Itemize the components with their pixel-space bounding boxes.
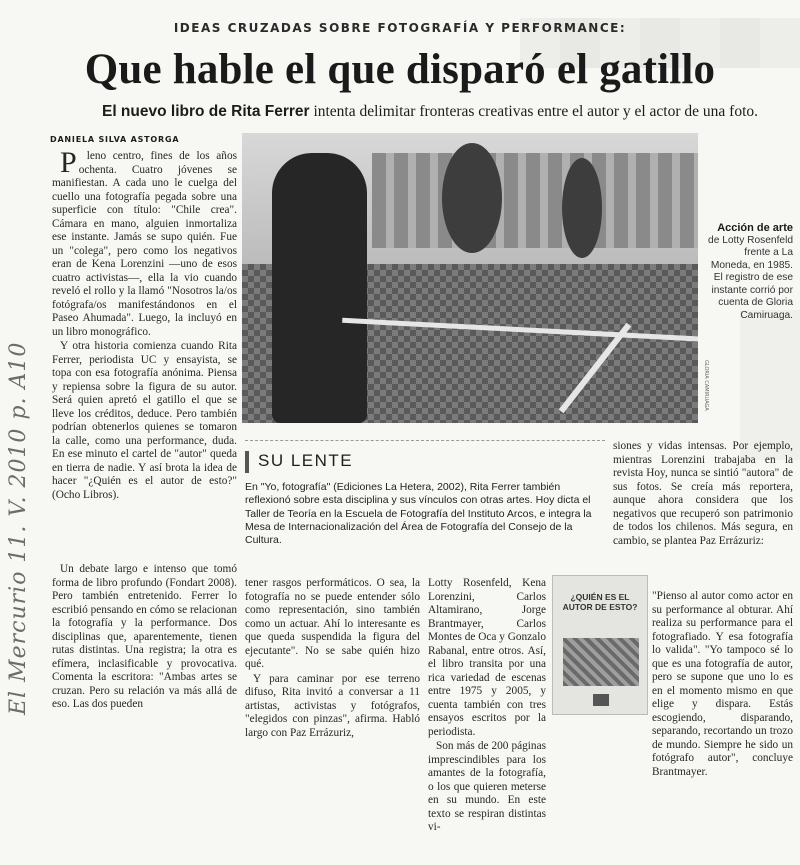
article-column-1 [52, 146, 237, 503]
caption-text: de Lotty Rosenfeld frente a La Moneda, en 1985. El registro de ese instante corrió por cuenta de Gloria Camiruaga. [708, 234, 793, 321]
book-cover-title: ¿QUIÉN ES EL AUTOR DE ESTO? [562, 592, 638, 612]
headline: Que hable el que disparó el gatillo [84, 46, 716, 93]
tree [562, 158, 602, 258]
kicker: IDEAS CRUZADAS SOBRE FOTOGRAFÍA Y PERFORMANCE: [173, 21, 627, 35]
paragraph: Un debate largo e intenso que tomó forma de libro profundo (Fondart 2008). Pero también entretenido. Ferrer lo escribió pensando en cómo se relacionan la fotografía y la performance. Dos disciplinas que, aparentemente, tienen rutas distintas. Una registra; la otra es efímera, inclasificable y provocativa. Comenta la escritora: "Ambas artes se cruzan. Pero su relación va más allá de eso. Las dos pueden [52, 563, 237, 710]
photo-art-action [242, 133, 698, 423]
building [372, 153, 698, 248]
paragraph: Pleno centro, fines de los años ochenta. Cuatro jóvenes se manifiestan. A cada uno le cuelga del cuello una fotografía pegada sobre una superficie con título: "Chile crea". Cámara en mano, alguien inmortaliza ese instante. Jamás se supo quién. Fue un "colega", pero como los negativos eran de Kena Lorenzini —uno de esos cuatro activistas—, ella la vio cuando reveló el rollo y la llamó "Nosotros la/os fotógrafa/os manifestándonos en el Paseo Ahumada". Luego, la incluyó en un libro monográfico. [52, 146, 237, 338]
sidebar-marker [245, 451, 249, 473]
paragraph: Y para caminar por ese terreno difuso, Rita invitó a conversar a 11 artistas, activistas y fotógrafos, "elegidos con pinzas", afirma. Habló largo con Paz Errázuriz, [245, 672, 420, 739]
paragraph: Son más de 200 páginas imprescindibles para los amantes de la fotografía, o los que quieren meterse en su mundo. En este texto se respiran distintas vi- [428, 740, 546, 833]
article-column-3 [428, 577, 546, 836]
article-column-4-bottom [652, 590, 793, 780]
publisher-logo [593, 694, 609, 706]
sidebar-title: SU LENTE [258, 451, 354, 470]
book-cover [552, 575, 648, 715]
paragraph: Lotty Rosenfeld, Kena Lorenzini, Carlos Altamirano, Jorge Brantmayer, Carlos Montes de Oca y Gonzalo Rabanal, entre otros. Así, el libro transita por una rica variedad de escenas entre 1975 y 2005, y cuenta también con tres ensayos escritos por la periodista. [428, 577, 546, 738]
deck-lead: El nuevo libro de Rita Ferrer [101, 103, 310, 120]
paragraph: tener rasgos performáticos. O sea, la fotografía no se puede entender sólo como representación, sino también como un actuar. Ahí lo interesante es que queda suspendida la figura del ejecutante". No se sabe quién hizo qué. [245, 577, 420, 670]
tree [442, 143, 502, 253]
sidebar-text: En "Yo, fotografía" (Ediciones La Hetera, 2002), Rita Ferrer también reflexionó sobre esta disciplina y sus vínculos con otras artes. Hoy dicta el Taller de Teoría en la Escuela de Fotografía del Instituto Arcos, e integra la Mesa de Internacionalización del Área de Fotografía del Consejo de la Cultura. [245, 481, 592, 547]
article-column-1-bottom [52, 563, 237, 713]
paragraph: "Pienso al autor como actor en su performance al obturar. Ahí realiza su performance para el fotografiado. Y esa fotografía lo valida". "Yo tampoco sé lo que es una fotografía de autor, pero se supone que uno lo es en el momento mismo en que elige y dispara. Estás escogiendo, disparando, separando, recortando un trozo de mundo. Siempre he sido un fotógrafo autor", concluye Brantmayer. [652, 590, 793, 778]
person-figure [272, 153, 367, 423]
photo-caption [707, 222, 793, 322]
bleed-through-area [740, 310, 800, 460]
photo-credit: GLORIA CAMIRUAGA [703, 360, 709, 411]
article-column-2 [245, 577, 420, 741]
paragraph: siones y vidas intensas. Por ejemplo, mientras Lorenzini trabajaba en la revista Hoy, nunca se sintió "autora" de sus fotos. Se creía más reportera, aunque ahora considera que los negativos que recuperó son patrimonio de todos los chilenos. Más segura, en cambio, se plantea Paz Errázuriz: [613, 440, 793, 547]
byline: DANIELA SILVA ASTORGA [50, 135, 180, 144]
handwritten-text: El Mercurio 11. V. 2010 p. A10 [6, 341, 31, 715]
book-cover-image [563, 638, 639, 686]
paragraph: Y otra historia comienza cuando Rita Ferrer, periodista UC y ensayista, se topa con esa fotografía anónima. Piensa y repiensa sobre la figura de su autor. Será quien apretó el gatillo el que se lleve los créditos, deduce. Pero también podrían obtenerlos quienes se tomaron la calle, como una performance, duda. En ese minuto el cartel de "autor" queda en tierra de nadie. Y así brota la idea de hacer "¿Quién es el autor de esto?" (Ocho Libros). [52, 340, 237, 501]
deck [60, 102, 800, 121]
handwritten-source-note [0, 335, 36, 715]
caption-title: Acción de arte [717, 222, 793, 234]
sidebar-box [245, 440, 605, 560]
article-column-4 [613, 440, 793, 549]
deck-rest: intenta delimitar fronteras creativas entre el autor y el actor de una foto. [309, 103, 759, 120]
